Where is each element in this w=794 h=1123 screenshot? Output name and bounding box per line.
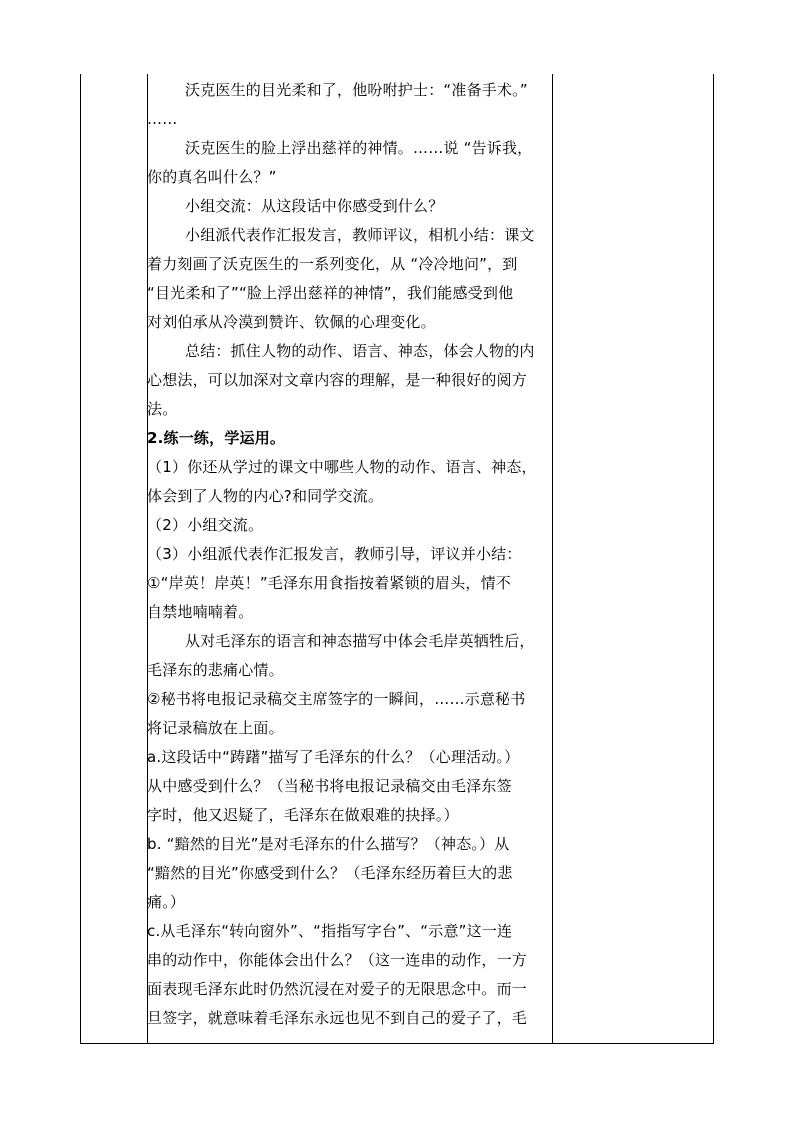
text-line: 对刘伯承从冷漠到赞许、钦佩的心理变化。 bbox=[147, 313, 436, 331]
text-line: a.这段话中“踌躇”描写了毛泽东的什么？（心理活动。） bbox=[147, 748, 520, 766]
text-line: 体会到了人物的内心?和同学交流。 bbox=[147, 487, 384, 505]
text-line: b. “黯然的目光”是对毛泽东的什么描写？（神态。）从 bbox=[147, 835, 510, 853]
text-line: （1）你还从学过的课文中哪些人物的动作、语言、神态， bbox=[147, 458, 537, 476]
text-line: 自禁地喃喃着。 bbox=[147, 603, 254, 621]
text-line: 痛。） bbox=[147, 893, 186, 911]
text-line: （3）小组派代表作汇报发言，教师引导，评议并小结： bbox=[147, 545, 522, 563]
text-line: 心想法，可以加深对文章内容的理解，是一种很好的阅方 bbox=[147, 371, 528, 389]
text-line: ①“岸英！岸英！”毛泽东用食指按着紧锁的眉头，情不 bbox=[147, 574, 511, 592]
text-line: 从中感受到什么？（当秘书将电报记录稿交由毛泽东签 bbox=[147, 777, 512, 795]
text-line: 字时，他又迟疑了，毛泽东在做艰难的抉择。） bbox=[147, 806, 459, 824]
text-line: 串的动作中，你能体会出什么？（这一连串的动作，一方 bbox=[147, 951, 528, 969]
text-line: “目光柔和了”“脸上浮出慈祥的神情”，我们能感受到他 bbox=[147, 284, 514, 302]
text-line: 毛泽东的悲痛心情。 bbox=[147, 661, 284, 679]
text-line: “黯然的目光”你感受到什么？（毛泽东经历着巨大的悲 bbox=[147, 864, 513, 882]
text-line: 法。 bbox=[147, 400, 178, 418]
text-line: 沃克医生的目光柔和了，他吩咐护士：“准备手术。” bbox=[185, 81, 528, 99]
lesson-content-cell bbox=[147, 76, 551, 1033]
text-line: c.从毛泽东“转向窗外”、“指指写字台”、“示意”这一连 bbox=[147, 922, 513, 940]
text-line: 总结：抓住人物的动作、语言、神态，体会人物的内 bbox=[185, 342, 535, 360]
text-line: 你的真名叫什么？” bbox=[147, 168, 277, 186]
text-line: 小组交流：从这段话中你感受到什么？ bbox=[185, 197, 444, 215]
text-line: 将记录稿放在上面。 bbox=[147, 719, 284, 737]
text-line: ②秘书将电报记录稿交主席签字的一瞬间，……示意秘书 bbox=[147, 690, 526, 708]
text-line: 小组派代表作汇报发言，教师评议，相机小结：课文 bbox=[185, 226, 535, 244]
text-line: 从对毛泽东的语言和神态描写中体会毛岸英牺牲后， bbox=[185, 632, 535, 650]
text-line: 着力刻画了沃克医生的一系列变化，从 “冷冷地问”，到 bbox=[147, 255, 518, 273]
text-line: （2）小组交流。 bbox=[147, 516, 264, 534]
text-line: …… bbox=[147, 110, 178, 128]
text-line: 沃克医生的脸上浮出慈祥的神情。……说 “告诉我， bbox=[185, 139, 533, 157]
text-line: 面表现毛泽东此时仍然沉浸在对爱子的无限思念中。而一 bbox=[147, 980, 528, 998]
section-heading: 2.练一练，学运用。 bbox=[147, 429, 286, 447]
text-line: 旦签字，就意味着毛泽东永远也见不到自己的爱子了，毛 bbox=[147, 1009, 528, 1027]
table-column-divider-right bbox=[552, 74, 553, 1043]
